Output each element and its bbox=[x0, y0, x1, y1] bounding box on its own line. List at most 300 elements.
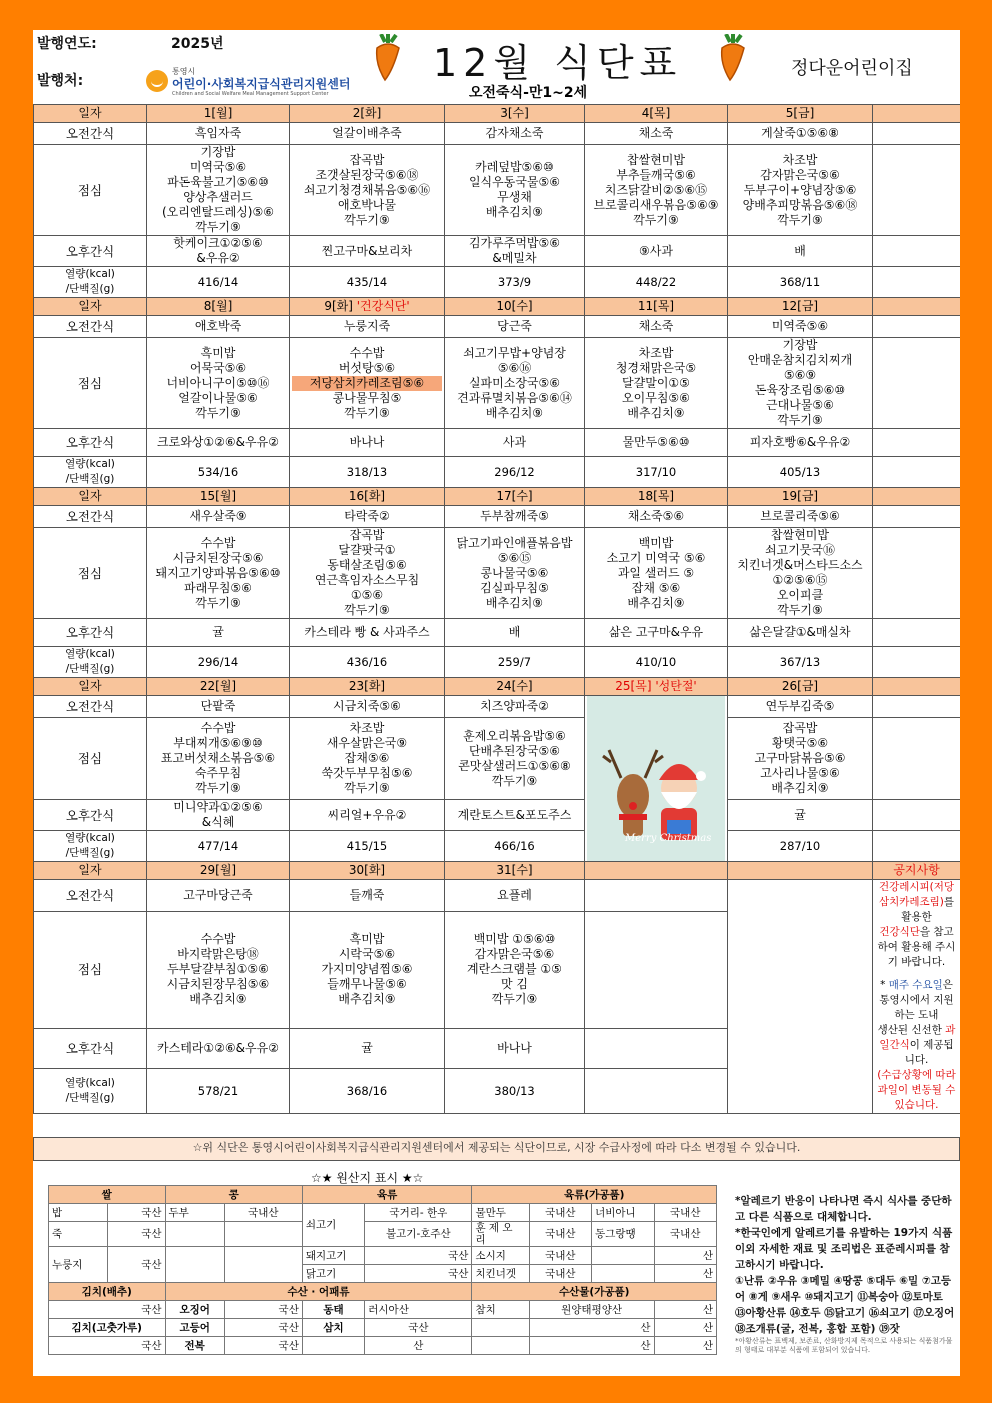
menu-cell bbox=[290, 831, 445, 862]
day-header-row bbox=[34, 862, 961, 880]
menu-line: &메밀차 bbox=[492, 251, 537, 265]
menu-line: 448/22 bbox=[635, 274, 677, 289]
page-title: 12월 식단표 bbox=[433, 41, 683, 85]
menu-cell bbox=[585, 911, 728, 1029]
menu-line: 연근흑임자소스무침 bbox=[314, 573, 420, 587]
day-cell bbox=[873, 678, 961, 696]
menu-line: 바나나 bbox=[497, 1041, 532, 1056]
menu-line: 흑임자죽 bbox=[194, 126, 242, 140]
lunch-row bbox=[34, 145, 961, 236]
menu-line: 귤 bbox=[212, 625, 224, 639]
menu-line: 훈제오리볶음밥⑤⑥ bbox=[463, 728, 566, 743]
menu-line: 수수밥 bbox=[349, 345, 385, 360]
menu-line: 시금치된장국⑤⑥ bbox=[172, 550, 264, 565]
menu-line: 배추김치⑨ bbox=[627, 405, 685, 420]
menu-line: 깍두기⑨ bbox=[491, 773, 538, 788]
menu-line: 차조밥 bbox=[638, 345, 674, 360]
menu-line: 귤 bbox=[794, 807, 806, 822]
menu-cell bbox=[147, 123, 290, 145]
notice-box: 건강레시피(저당삼치카레조림)를 활용한 건강식단을 참고하여 활용해 주시기 바랍니다. * 매주 수요일은 통영시에서 지원하는 도내 생산된 신선한 과일간식이 제공됩니다. (수급상황에 따라 과일이 변동될 수 있습니다. bbox=[873, 880, 961, 1114]
menu-line: 수수밥 bbox=[200, 932, 236, 947]
menu-cell bbox=[147, 1029, 290, 1069]
menu-cell bbox=[585, 316, 728, 338]
day-cell: 8[월] bbox=[147, 298, 290, 316]
menu-line: 애호박나물 bbox=[338, 197, 396, 212]
menu-cell bbox=[873, 831, 961, 862]
menu-line: 배추김치⑨ bbox=[485, 205, 544, 219]
menu-line: 405/13 bbox=[779, 464, 821, 479]
menu-line: 브로콜리새우볶음⑤⑥⑨ bbox=[593, 197, 719, 212]
menu-cell bbox=[290, 911, 445, 1029]
menu-line: 백미밥 ①⑤⑥⑩ bbox=[473, 932, 556, 947]
menu-cell bbox=[147, 236, 290, 267]
menu-line: 브로콜리죽⑤⑥ bbox=[760, 509, 840, 523]
menu-line: 두부구이+양념장⑤⑥ bbox=[743, 182, 857, 197]
menu-line: 잡채 ⑤⑥ bbox=[631, 580, 681, 595]
menu-line: 미역죽⑤⑥ bbox=[771, 319, 829, 333]
menu-cell bbox=[290, 236, 445, 267]
menu-cell bbox=[290, 619, 445, 647]
menu-cell bbox=[290, 696, 445, 718]
menu-line: 찹쌀현미밥 bbox=[627, 152, 685, 167]
menu-line: 416/14 bbox=[197, 274, 239, 289]
menu-line: 감자맑은국⑤⑥ bbox=[474, 947, 555, 962]
menu-line: 얼갈이나물⑤⑥ bbox=[178, 390, 258, 405]
day-cell: 2[화] bbox=[290, 105, 445, 123]
menu-line: 296/14 bbox=[197, 654, 239, 669]
day-header-row bbox=[34, 298, 961, 316]
menu-line: 채소죽⑤⑥ bbox=[627, 509, 685, 523]
menu-line: 저당삼치카레조림⑤⑥ bbox=[292, 376, 442, 391]
menu-line: 부추들깨국⑤⑥ bbox=[616, 167, 696, 182]
day-cell: 18[목] bbox=[585, 488, 728, 506]
menu-cell bbox=[728, 316, 873, 338]
menu-cell bbox=[445, 647, 585, 678]
nut-row bbox=[34, 831, 961, 862]
menu-line: 바나나 bbox=[349, 435, 385, 449]
day-cell bbox=[728, 862, 873, 880]
menu-line: 소고기 미역국 ⑤⑥ bbox=[606, 550, 706, 565]
menu-line: 삶은달걀①&매실차 bbox=[749, 625, 851, 639]
day-cell: 30[화] bbox=[290, 862, 445, 880]
menu-line: 연두부김죽⑤ bbox=[765, 699, 835, 713]
menu-cell bbox=[728, 800, 873, 831]
menu-cell bbox=[147, 528, 290, 619]
menu-cell bbox=[728, 429, 873, 457]
menu-cell bbox=[290, 1069, 445, 1114]
menu-cell bbox=[585, 506, 728, 528]
menu-line: 깍두기⑨ bbox=[195, 405, 241, 420]
row-label: 오전간식 bbox=[34, 123, 147, 145]
menu-cell bbox=[873, 800, 961, 831]
day-cell: 11[목] bbox=[585, 298, 728, 316]
menu-line: 핫케이크①②⑤⑥ bbox=[173, 236, 263, 250]
day-cell: 5[금] bbox=[728, 105, 873, 123]
menu-cell bbox=[290, 718, 445, 800]
menu-line: 두부달걀부침①⑤⑥ bbox=[167, 962, 269, 977]
menu-line: 287/10 bbox=[779, 838, 821, 853]
menu-line: 깍두기⑨ bbox=[344, 603, 390, 617]
issue-year-label: 발행연도: bbox=[37, 36, 97, 52]
menu-cell bbox=[445, 718, 585, 800]
menu-cell bbox=[290, 528, 445, 619]
menu-line: 치즈닭갈비②⑤⑥⑮ bbox=[604, 182, 708, 197]
menu-line: 씨리얼+우유② bbox=[327, 807, 407, 822]
menu-line: 흑미밥 bbox=[200, 345, 236, 360]
menu-line: 김가루주먹밥⑤⑥ bbox=[468, 236, 561, 250]
menu-line: 깍두기⑨ bbox=[195, 220, 241, 234]
menu-line: 깍두기⑨ bbox=[777, 603, 823, 617]
menu-line: 무생채 bbox=[497, 190, 532, 204]
row-label: 오전간식 bbox=[34, 880, 147, 912]
pm-row bbox=[34, 800, 961, 831]
row-label: 오후간식 bbox=[34, 236, 147, 267]
menu-line: 물만두⑤⑥⑩ bbox=[622, 435, 690, 449]
menu-cell bbox=[147, 696, 290, 718]
menu-cell bbox=[728, 338, 873, 429]
row-label: 점심 bbox=[34, 338, 147, 429]
menu-cell bbox=[147, 831, 290, 862]
publisher-label: 발행처: bbox=[37, 73, 84, 89]
menu-line: 채소죽 bbox=[638, 126, 674, 140]
day-cell bbox=[873, 105, 961, 123]
menu-line: ⑤⑥⑮ bbox=[497, 550, 532, 565]
menu-cell bbox=[147, 338, 290, 429]
menu-line: 파래무침⑤⑥ bbox=[184, 580, 252, 595]
menu-line: 황탯국⑤⑥ bbox=[771, 736, 829, 750]
footnote: ☆위 식단은 통영시어린이사회복지급식관리지원센터에서 제공되는 식단이므로, 시장 수급사정에 따라 다소 변경될 수 있습니다. bbox=[33, 1137, 960, 1161]
menu-line: 296/12 bbox=[494, 464, 535, 479]
menu-cell bbox=[873, 316, 961, 338]
menu-line: 새우살죽⑨ bbox=[189, 509, 247, 523]
empty-cell bbox=[728, 880, 873, 1114]
menu-line: 찹쌀현미밥 bbox=[771, 528, 829, 542]
origin-section bbox=[33, 1165, 960, 1376]
menu-line: 기장밥 bbox=[200, 145, 236, 159]
menu-line: 깍두기⑨ bbox=[344, 405, 390, 420]
nut-row bbox=[34, 647, 961, 678]
menu-line: 기장밥 bbox=[782, 338, 818, 352]
menu-cell bbox=[585, 145, 728, 236]
menu-cell bbox=[873, 123, 961, 145]
menu-line: 318/13 bbox=[346, 464, 388, 479]
menu-line: 잡채⑤⑥ bbox=[344, 751, 390, 765]
menu-line: 요플레 bbox=[497, 887, 532, 902]
menu-line: 367/13 bbox=[779, 654, 821, 669]
menu-cell bbox=[728, 123, 873, 145]
menu-line: 흑미밥 bbox=[349, 932, 385, 947]
menu-line: 수수밥 bbox=[200, 721, 236, 735]
menu-line: 버섯탕⑤⑥ bbox=[338, 360, 396, 375]
menu-line: 534/16 bbox=[197, 464, 239, 479]
day-header-row bbox=[34, 678, 961, 696]
menu-cell bbox=[728, 647, 873, 678]
menu-line: 깍두기⑨ bbox=[344, 781, 390, 795]
menu-line: 닭고기파인애플볶음밥 bbox=[456, 535, 573, 550]
menu-cell bbox=[445, 831, 585, 862]
menu-cell bbox=[728, 718, 873, 800]
menu-line: 크로와상①②⑥&우유② bbox=[157, 435, 279, 449]
lunch-row bbox=[34, 338, 961, 429]
day-cell: 15[월] bbox=[147, 488, 290, 506]
menu-cell bbox=[445, 236, 585, 267]
menu-cell bbox=[585, 1029, 728, 1069]
day-cell: 공지사항 bbox=[873, 862, 961, 880]
menu-line: 콩나물국⑤⑥ bbox=[480, 565, 549, 580]
menu-cell bbox=[290, 267, 445, 298]
menu-line: 368/11 bbox=[779, 274, 821, 289]
menu-line: 바지락맑은탕⑱ bbox=[177, 947, 259, 962]
menu-line: 차조밥 bbox=[349, 721, 385, 735]
menu-line: 쇠고기뭇국⑯ bbox=[765, 543, 835, 557]
menu-cell bbox=[147, 316, 290, 338]
menu-line: 깍두기⑨ bbox=[195, 595, 241, 610]
nut-row bbox=[34, 457, 961, 488]
menu-line: 들깨무나물⑤⑥ bbox=[327, 977, 407, 992]
day-header-row bbox=[34, 105, 961, 123]
menu-line: 김실파무침⑤ bbox=[480, 580, 549, 595]
day-cell bbox=[873, 298, 961, 316]
menu-table bbox=[33, 104, 960, 1114]
menu-line: 동태살조림⑤⑥ bbox=[327, 558, 407, 572]
menu-cell bbox=[873, 718, 961, 800]
lunch-row bbox=[34, 718, 961, 800]
menu-cell bbox=[873, 429, 961, 457]
menu-cell bbox=[445, 1029, 585, 1069]
menu-cell bbox=[585, 880, 728, 912]
menu-cell bbox=[585, 429, 728, 457]
row-label: 오후간식 bbox=[34, 800, 147, 831]
menu-line: 돼지고기양파볶음⑤⑥⑩ bbox=[155, 565, 281, 580]
menu-line: 깍두기⑨ bbox=[344, 212, 390, 227]
menu-line: 계란스크램블 ①⑤ bbox=[467, 962, 562, 977]
menu-line: 쑥갓두부무침⑤⑥ bbox=[321, 766, 413, 780]
day-cell: 23[화] bbox=[290, 678, 445, 696]
menu-line: ①⑤⑥ bbox=[350, 588, 384, 602]
menu-cell bbox=[445, 506, 585, 528]
menu-cell bbox=[445, 429, 585, 457]
menu-line: 찐고구마&보리차 bbox=[321, 243, 413, 258]
menu-line: 317/10 bbox=[635, 464, 677, 479]
row-label: 오후간식 bbox=[34, 429, 147, 457]
am-row bbox=[34, 880, 961, 912]
day-cell: 25[목] '성탄절' bbox=[585, 678, 728, 696]
menu-cell bbox=[290, 338, 445, 429]
menu-line: ⑤⑥⑯ bbox=[497, 360, 532, 375]
menu-line: 배 bbox=[508, 625, 521, 639]
menu-line: 쇠고기무밥+양념장 bbox=[463, 345, 566, 360]
menu-cell bbox=[147, 506, 290, 528]
menu-cell bbox=[445, 880, 585, 912]
menu-line: 잡곡밥 bbox=[349, 528, 385, 542]
menu-line: 수수밥 bbox=[200, 535, 236, 550]
nut-row bbox=[34, 267, 961, 298]
menu-line: 삶은 고구마&우유 bbox=[608, 625, 704, 639]
row-label: 열량(kcal) /단백질(g) bbox=[34, 647, 147, 678]
day-header-row bbox=[34, 488, 961, 506]
menu-cell bbox=[728, 528, 873, 619]
menu-line: 477/14 bbox=[197, 838, 239, 853]
row-label: 오후간식 bbox=[34, 1029, 147, 1069]
menu-cell bbox=[728, 619, 873, 647]
menu-cell bbox=[445, 528, 585, 619]
menu-cell bbox=[445, 911, 585, 1029]
menu-cell bbox=[873, 236, 961, 267]
menu-line: 근대나물⑤⑥ bbox=[766, 398, 834, 412]
menu-line: 410/10 bbox=[635, 654, 677, 669]
center-logo: 통영시 어린이·사회복지급식관리지원센터 Children and Social Welfare Meal Management Support Center bbox=[146, 66, 326, 100]
day-cell: 19[금] bbox=[728, 488, 873, 506]
menu-line: ⑤⑥⑨ bbox=[783, 368, 817, 382]
day-cell: 26[금] bbox=[728, 678, 873, 696]
menu-cell bbox=[585, 338, 728, 429]
menu-cell bbox=[728, 506, 873, 528]
menu-cell bbox=[873, 338, 961, 429]
menu-cell bbox=[290, 316, 445, 338]
menu-line: 시금치죽⑤⑥ bbox=[333, 699, 401, 713]
menu-cell bbox=[585, 267, 728, 298]
row-label: 일자 bbox=[34, 488, 147, 506]
menu-cell bbox=[290, 123, 445, 145]
menu-line: 373/9 bbox=[497, 274, 532, 289]
row-label: 일자 bbox=[34, 862, 147, 880]
menu-cell bbox=[873, 696, 961, 718]
menu-line: 잡곡밥 bbox=[349, 152, 385, 167]
day-cell: 1[월] bbox=[147, 105, 290, 123]
day-cell: 17[수] bbox=[445, 488, 585, 506]
menu-line: 시락국⑤⑥ bbox=[338, 947, 396, 962]
subtitle: 오전죽식-만1~2세 bbox=[469, 85, 588, 101]
menu-line: 카스테라①②⑥&우유② bbox=[157, 1041, 279, 1056]
menu-cell bbox=[728, 831, 873, 862]
menu-line: 435/14 bbox=[346, 274, 388, 289]
menu-cell bbox=[147, 619, 290, 647]
menu-line: 표고버섯채소볶음⑤⑥ bbox=[160, 751, 276, 765]
menu-line: 차조밥 bbox=[782, 152, 818, 167]
day-cell: 29[월] bbox=[147, 862, 290, 880]
menu-cell bbox=[290, 880, 445, 912]
row-label: 열량(kcal) /단백질(g) bbox=[34, 457, 147, 488]
issue-year: 2025년 bbox=[171, 36, 224, 52]
menu-line: 배추김치⑨ bbox=[485, 595, 544, 610]
menu-line: 깍두기⑨ bbox=[491, 992, 538, 1007]
row-label: 오전간식 bbox=[34, 316, 147, 338]
menu-line: 부대찌개⑤⑥⑨⑩ bbox=[173, 736, 263, 750]
menu-cell bbox=[585, 1069, 728, 1114]
menu-cell bbox=[147, 429, 290, 457]
menu-cell bbox=[585, 457, 728, 488]
menu-line: 달걀말이①⑤ bbox=[622, 375, 690, 390]
menu-line: 깍두기⑨ bbox=[633, 212, 679, 227]
menu-cell bbox=[445, 316, 585, 338]
menu-line: 오이피클 bbox=[776, 588, 824, 602]
day-cell: 24[수] bbox=[445, 678, 585, 696]
menu-line: 카레덮밥⑤⑥⑩ bbox=[475, 160, 554, 174]
menu-line: 깍두기⑨ bbox=[195, 781, 241, 795]
menu-cell bbox=[873, 506, 961, 528]
menu-cell bbox=[585, 647, 728, 678]
menu-line: 259/7 bbox=[497, 654, 532, 669]
menu-line: 배추김치⑨ bbox=[485, 405, 544, 420]
menu-line: 배추김치⑨ bbox=[771, 781, 829, 795]
row-label: 점심 bbox=[34, 528, 147, 619]
menu-page bbox=[33, 30, 960, 1376]
menu-line: 깍두기⑨ bbox=[777, 212, 823, 227]
pm-row bbox=[34, 429, 961, 457]
menu-line: 귤 bbox=[361, 1041, 373, 1056]
menu-cell bbox=[728, 696, 873, 718]
menu-line: 양배추피망볶음⑤⑥⑱ bbox=[742, 197, 858, 212]
menu-cell bbox=[445, 696, 585, 718]
origin-title: ☆★ 원산지 표시 ★☆ bbox=[311, 1171, 424, 1185]
pm-row bbox=[34, 236, 961, 267]
menu-line: 견과류멸치볶음⑤⑥⑭ bbox=[457, 390, 572, 405]
menu-cell bbox=[147, 718, 290, 800]
menu-cell bbox=[585, 236, 728, 267]
menu-line: 숙주무침 bbox=[194, 766, 242, 780]
menu-cell bbox=[290, 506, 445, 528]
menu-line: 미니약과①②⑤⑥ bbox=[173, 800, 263, 814]
menu-cell bbox=[147, 457, 290, 488]
menu-cell bbox=[873, 457, 961, 488]
am-row bbox=[34, 123, 961, 145]
menu-cell bbox=[728, 267, 873, 298]
menu-line: 배추김치⑨ bbox=[338, 992, 396, 1007]
menu-line: 치킨너겟&머스타드소스 bbox=[737, 558, 863, 572]
menu-line: 단배추된장국⑤⑥ bbox=[468, 743, 561, 758]
menu-line: &우유② bbox=[196, 251, 240, 265]
menu-line: 단팥죽 bbox=[200, 699, 236, 713]
menu-cell bbox=[728, 457, 873, 488]
menu-line: 맛 김 bbox=[501, 977, 528, 992]
menu-line: 청경채맑은국⑤ bbox=[615, 360, 697, 375]
menu-line: ①②⑤⑥⑮ bbox=[772, 573, 828, 587]
menu-cell bbox=[290, 457, 445, 488]
menu-cell bbox=[873, 619, 961, 647]
row-label: 열량(kcal) /단백질(g) bbox=[34, 1069, 147, 1114]
menu-line: 채소죽 bbox=[638, 319, 674, 333]
day-cell: 9[화] '건강식단' bbox=[290, 298, 445, 316]
menu-line: 타락죽② bbox=[344, 509, 390, 523]
menu-cell bbox=[445, 800, 585, 831]
header bbox=[33, 30, 960, 104]
menu-cell bbox=[585, 619, 728, 647]
menu-cell bbox=[873, 528, 961, 619]
menu-line: 466/16 bbox=[494, 838, 535, 853]
menu-line: 시금치된장무침⑤⑥ bbox=[166, 977, 270, 992]
menu-line: 415/15 bbox=[346, 838, 388, 853]
menu-line: 고구마닭볶음⑤⑥ bbox=[754, 751, 846, 765]
menu-line: 실파미소장국⑤⑥ bbox=[468, 375, 561, 390]
menu-cell bbox=[873, 267, 961, 298]
menu-line: 파돈육불고기⑤⑥⑩ bbox=[167, 175, 269, 189]
menu-cell bbox=[585, 123, 728, 145]
menu-cell bbox=[147, 880, 290, 912]
menu-cell bbox=[290, 800, 445, 831]
menu-cell bbox=[445, 123, 585, 145]
menu-line: 고사리나물⑤⑥ bbox=[760, 766, 840, 780]
menu-line: 당근죽 bbox=[497, 319, 532, 333]
origin-table: 쌀 콩 육류 육류(가공품) 밥 국산 두부 국내산 쇠고기 국거리- 한우 물만두 국내산 너비아니 국내산 죽 국산 불고기-호주산 훈 제 오 리 국내산 동그랑땡 국내산 누룽지 국산 돼지고기 국산 소시지 국내산 산 닭고기 국산 치킨너겟 국내산 산 김치(배추) 수산 · 어패류 수산물(가공품) 국산 오징어 국산 동태 러시아산 참치 원양태평양산 산 김치(고춧가루) 고등어 국산 삼치 국산 산 산 국산 전복 국산 산 산 산 bbox=[48, 1185, 717, 1355]
xmas-caption: Merry Christmas bbox=[625, 833, 712, 844]
menu-line: 게살죽①⑤⑥⑧ bbox=[761, 126, 839, 140]
menu-line: 배추김치⑨ bbox=[627, 595, 685, 610]
row-label: 오전간식 bbox=[34, 506, 147, 528]
day-cell bbox=[585, 862, 728, 880]
menu-line: 안매운참치김치찌개 bbox=[747, 353, 853, 367]
row-label: 일자 bbox=[34, 105, 147, 123]
menu-line: 감자맑은국⑤⑥ bbox=[760, 167, 840, 182]
